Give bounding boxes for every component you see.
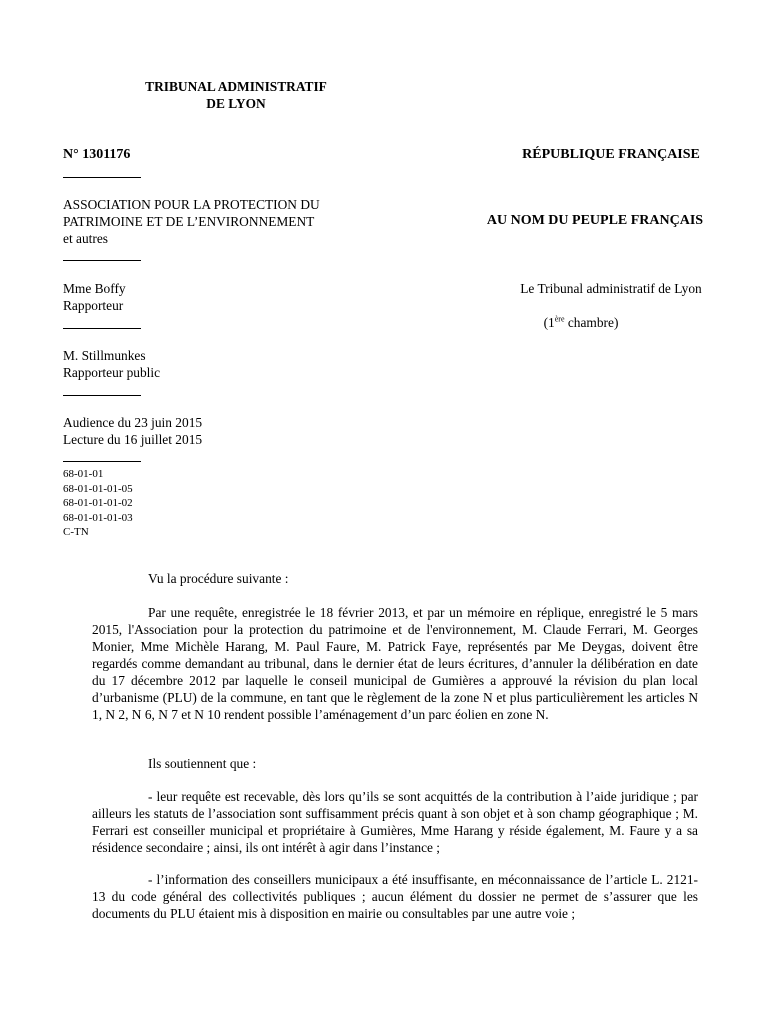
divider <box>63 260 141 261</box>
parties-line2: PATRIMOINE ET DE L’ENVIRONNEMENT <box>63 214 315 229</box>
rapporteur-role: Rapporteur <box>63 298 124 313</box>
chamber-close: chambre) <box>564 315 619 330</box>
court-name-line2: DE LYON <box>206 96 266 111</box>
divider <box>63 395 141 396</box>
court-name-line1: TRIBUNAL ADMINISTRATIF <box>145 79 327 94</box>
code-line: 68-01-01 <box>63 468 104 480</box>
divider <box>63 461 141 462</box>
rapporteur <box>63 280 126 314</box>
rapporteur-public-name: M. Stillmunkes <box>63 348 146 363</box>
audience-date: Audience du 23 juin 2015 <box>63 415 203 430</box>
republic-heading: RÉPUBLIQUE FRANÇAISE <box>522 147 700 162</box>
paragraph-information: - l’information des conseillers municipaux a été insuffisante, en méconnaissance de l’article L. 2121-13 du code général des collectivités publiques ; aucun élément du dossier ne permet de s’assurer que les documents du PLU étaient mis à disposition en mairie ou consultables par une autre voie ; <box>92 872 698 921</box>
divider <box>63 328 141 329</box>
parties <box>63 196 383 247</box>
people-heading: AU NOM DU PEUPLE FRANÇAIS <box>486 213 704 228</box>
code-line: C-TN <box>63 526 89 539</box>
court-name <box>100 78 372 112</box>
case-number: N° 1301176 <box>63 147 131 162</box>
divider <box>63 177 141 178</box>
rapporteur-name: Mme Boffy <box>63 281 126 296</box>
lecture-date: Lecture du 16 juillet 2015 <box>63 432 203 447</box>
parties-line3: et autres <box>63 231 108 246</box>
chamber-open: (1 <box>543 315 555 330</box>
chamber <box>456 314 706 331</box>
hearing-dates <box>63 414 202 448</box>
procedure-intro: Vu la procédure suivante : <box>148 571 289 586</box>
paragraph-request: Par une requête, enregistrée le 18 février 2013, et par un mémoire en réplique, enregistré le 5 mars 2015, l'Association pour la protection du patrimoine et de l'environnement, M. Claude Ferrari, M. Georges Monier, Mme Michèle Harang, M. Paul Faure, M. Patrick Faye, représentés par Me Deygas, doivent être regardés comme demandant au tribunal, dans le dernier état de leurs écritures, d’annuler la délibération en date du 17 décembre 2012 par laquelle le conseil municipal de Gumières a approuvé la révision du plan local d’urbanisme (PLU) de la commune, en tant que le règlement de la zone N et plus particulièrement les articles N 1, N 2, N 6, N 7 et N 10 rendent possible l’aménagement d’un parc éolien en zone N. <box>92 605 698 722</box>
rapporteur-public-role: Rapporteur public <box>63 365 161 380</box>
parties-line1: ASSOCIATION POUR LA PROTECTION DU <box>63 197 320 212</box>
tribunal-name: Le Tribunal administratif de Lyon <box>520 281 702 296</box>
paragraph-admissibility: - leur requête est recevable, dès lors qu’ils se sont acquittés de la contribution à l’aide juridique ; par ailleurs les statuts de l’association sont suffisamment précis quant à son objet et à son champ géographique ; M. Ferrari est conseiller municipal et propriétaire à Gumières, Mme Harang y réside également, M. Faure y a sa résidence secondaire ; ainsi, ils ont intérêt à agir dans l’instance ; <box>92 789 698 855</box>
paragraph-arguments-intro: Ils soutiennent que : <box>148 756 257 771</box>
classification-codes <box>63 467 133 540</box>
code-line: 68-01-01-01-03 <box>63 511 133 524</box>
rapporteur-public <box>63 347 160 381</box>
chamber-sup: ère <box>554 314 565 324</box>
code-line: 68-01-01-01-02 <box>63 497 133 510</box>
code-line: 68-01-01-01-05 <box>63 482 133 495</box>
